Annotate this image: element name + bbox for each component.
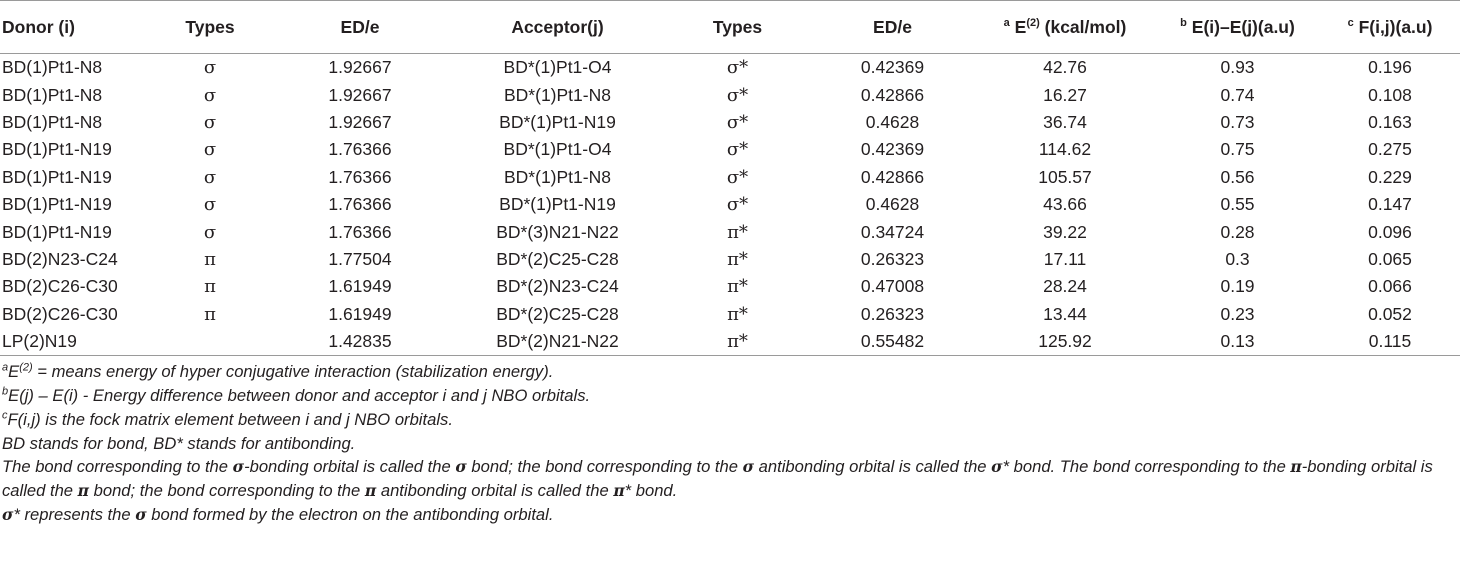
cell-donor: BD(1)Pt1-N8: [2, 57, 103, 78]
table-row: [0, 136, 1460, 163]
cell-acceptor-type: π*: [727, 221, 748, 243]
cell-fock: 0.275: [1368, 139, 1412, 160]
cell-donor: BD(2)N23-C24: [2, 248, 118, 269]
cell-acceptor-ed: 0.4628: [865, 111, 920, 132]
cell-acceptor-type: π*: [727, 303, 748, 325]
cell-donor-ed: 1.76366: [328, 139, 392, 160]
cell-donor: BD(1)Pt1-N19: [2, 194, 112, 215]
cell-acceptor: BD*(3)N21-N22: [496, 221, 619, 242]
footnote-b: $^b$E(j) – E(i) - Energy difference between donor and acceptor i and j NBO orbitals.: [2, 385, 591, 406]
cell-fock: 0.096: [1368, 221, 1412, 242]
cell-fock: 0.229: [1368, 166, 1412, 187]
cell-acceptor-type: σ*: [726, 84, 749, 106]
cell-donor-type: σ: [203, 111, 217, 133]
cell-acceptor-ed: 0.42866: [860, 166, 925, 187]
cell-acceptor: BD*(1)Pt1-N19: [499, 194, 616, 215]
cell-acceptor-type: π*: [727, 248, 748, 270]
cell-e2: 16.27: [1043, 84, 1087, 105]
header-types-acceptor: Types: [665, 1, 810, 54]
cell-donor-type: σ: [203, 194, 217, 216]
cell-donor: BD(1)Pt1-N19: [2, 139, 112, 160]
cell-donor-type: σ: [203, 221, 217, 243]
cell-acceptor-type: π*: [665, 328, 810, 356]
cell-donor-ed: 1.61949: [328, 303, 392, 324]
cell-fock: 0.052: [1368, 303, 1412, 324]
cell-e2: 28.24: [1043, 276, 1087, 297]
cell-energy-diff: 0.75: [1220, 139, 1255, 160]
header-fock: $^c$ F(i,j)(a.u): [1320, 1, 1460, 54]
cell-donor: BD(2)C26-C30: [2, 303, 118, 324]
cell-energy-diff: 0.93: [1220, 57, 1255, 78]
header-acceptor: Acceptor(j): [450, 1, 665, 54]
cell-donor-ed: 1.92667: [328, 57, 392, 78]
table-row: [0, 109, 1460, 136]
cell-acceptor-type: σ*: [726, 139, 749, 161]
cell-acceptor-ed: 0.42369: [860, 57, 925, 78]
cell-e2: 13.44: [1043, 303, 1087, 324]
cell-acceptor-type: σ*: [726, 166, 749, 188]
cell-e2: 42.76: [1043, 57, 1087, 78]
header-e2: $^a$ $E^{(2)}$ (kcal/mol): [975, 1, 1155, 54]
cell-acceptor: BD*(1)Pt1-N8: [504, 84, 611, 105]
cell-energy-diff: 0.19: [1220, 276, 1255, 297]
cell-donor-ed: 1.92667: [328, 84, 392, 105]
header-types-donor: Types: [150, 1, 270, 54]
cell-acceptor-type: σ*: [726, 194, 749, 216]
cell-donor-type: π: [204, 248, 216, 270]
cell-fock: 0.115: [1320, 328, 1460, 356]
cell-donor-type: σ: [203, 57, 217, 79]
table-row: [0, 81, 1460, 108]
cell-fock: 0.066: [1368, 276, 1412, 297]
cell-donor-ed: 1.42835: [270, 328, 450, 356]
cell-acceptor: BD*(1)Pt1-N8: [504, 166, 611, 187]
table-row: [0, 191, 1460, 218]
cell-acceptor-ed: 0.26323: [860, 303, 925, 324]
cell-donor-type: π: [204, 276, 216, 298]
table-row: [0, 246, 1460, 273]
cell-energy-diff: 0.3: [1225, 248, 1250, 269]
cell-donor-type: π: [204, 303, 216, 325]
cell-e2: 39.22: [1043, 221, 1087, 242]
cell-acceptor-type: σ*: [726, 57, 749, 79]
cell-e2: 17.11: [1043, 248, 1087, 269]
footnote-bonds: The bond corresponding to the σ-bonding orbital is called the σ bond; the bond corresponding to the σ antibonding orbital is called the σ* bond. The bond corresponding to the π-bonding orbital is called the π bond; the bond corresponding to the π antibonding orbital is called the π* bond.: [2, 457, 1433, 501]
footnote-sigma-star: σ* represents the σ bond formed by the electron on the antibonding orbital.: [2, 505, 554, 525]
header-ed-acceptor: ED/e: [810, 1, 975, 54]
cell-donor-ed: 1.76366: [328, 166, 392, 187]
cell-e2: 43.66: [1043, 194, 1087, 215]
table-row: [0, 301, 1460, 328]
header-ed-donor: ED/e: [270, 1, 450, 54]
cell-acceptor: BD*(1)Pt1-O4: [503, 139, 612, 160]
cell-acceptor-ed: 0.26323: [860, 248, 925, 269]
cell-acceptor-type: π*: [727, 276, 748, 298]
cell-acceptor-ed: 0.34724: [860, 221, 925, 242]
cell-acceptor: BD*(2)N21-N22: [450, 328, 665, 356]
cell-acceptor: BD*(1)Pt1-O4: [503, 57, 612, 78]
cell-acceptor-type: σ*: [726, 111, 749, 133]
footnotes: [0, 360, 1460, 527]
cell-acceptor-ed: 0.4628: [865, 194, 920, 215]
cell-e2: 125.92: [975, 328, 1155, 356]
cell-e2: 105.57: [1038, 166, 1092, 187]
footnote-bd: BD stands for bond, BD* stands for antibonding.: [2, 433, 356, 453]
table-row: [0, 273, 1460, 300]
footnote-a: $^aE^{(2)}$ = means energy of hyper conjugative interaction (stabilization energy).: [2, 361, 554, 382]
cell-acceptor: BD*(2)C25-C28: [496, 303, 619, 324]
cell-acceptor-ed: 0.55482: [810, 328, 975, 356]
cell-donor-ed: 1.92667: [328, 111, 392, 132]
cell-acceptor-ed: 0.42866: [860, 84, 925, 105]
table-row: [0, 218, 1460, 245]
cell-donor: BD(1)Pt1-N19: [2, 221, 112, 242]
table-row: [0, 54, 1460, 82]
cell-acceptor-ed: 0.47008: [860, 276, 925, 297]
cell-acceptor: BD*(2)C25-C28: [496, 248, 619, 269]
cell-acceptor: BD*(1)Pt1-N19: [499, 111, 616, 132]
cell-donor: BD(2)C26-C30: [2, 276, 118, 297]
header-row: [0, 1, 1460, 54]
cell-e2: 36.74: [1043, 111, 1087, 132]
cell-fock: 0.147: [1368, 194, 1412, 215]
cell-acceptor-ed: 0.42369: [860, 139, 925, 160]
cell-energy-diff: 0.56: [1220, 166, 1255, 187]
cell-donor-ed: 1.76366: [328, 221, 392, 242]
footnote-c: $^c$F(i,j) is the fock matrix element between i and j NBO orbitals.: [2, 409, 453, 429]
cell-energy-diff: 0.13: [1155, 328, 1320, 356]
cell-donor-type: σ: [203, 166, 217, 188]
cell-donor-ed: 1.77504: [328, 248, 392, 269]
table-row: [0, 328, 1460, 356]
cell-fock: 0.065: [1368, 248, 1412, 269]
cell-energy-diff: 0.28: [1220, 221, 1255, 242]
cell-energy-diff: 0.74: [1220, 84, 1255, 105]
header-energy-diff: $^b$ E(i)–E(j)(a.u): [1155, 1, 1320, 54]
cell-energy-diff: 0.23: [1220, 303, 1255, 324]
cell-acceptor: BD*(2)N23-C24: [496, 276, 619, 297]
cell-donor: BD(1)Pt1-N8: [2, 84, 103, 105]
cell-donor-type: σ: [203, 139, 217, 161]
cell-donor-type: [150, 328, 270, 356]
table-body: [0, 54, 1460, 356]
header-donor: Donor (i): [0, 1, 150, 54]
cell-donor-type: σ: [203, 84, 217, 106]
cell-donor-ed: 1.76366: [328, 194, 392, 215]
cell-fock: 0.196: [1368, 57, 1412, 78]
cell-energy-diff: 0.55: [1220, 194, 1255, 215]
cell-donor-ed: 1.61949: [328, 276, 392, 297]
cell-donor: LP(2)N19: [0, 328, 150, 356]
cell-donor: BD(1)Pt1-N19: [2, 166, 112, 187]
cell-fock: 0.108: [1368, 84, 1412, 105]
cell-energy-diff: 0.73: [1220, 111, 1255, 132]
cell-e2: 114.62: [1038, 139, 1092, 160]
cell-fock: 0.163: [1368, 111, 1412, 132]
table-row: [0, 164, 1460, 191]
cell-donor: BD(1)Pt1-N8: [2, 111, 103, 132]
